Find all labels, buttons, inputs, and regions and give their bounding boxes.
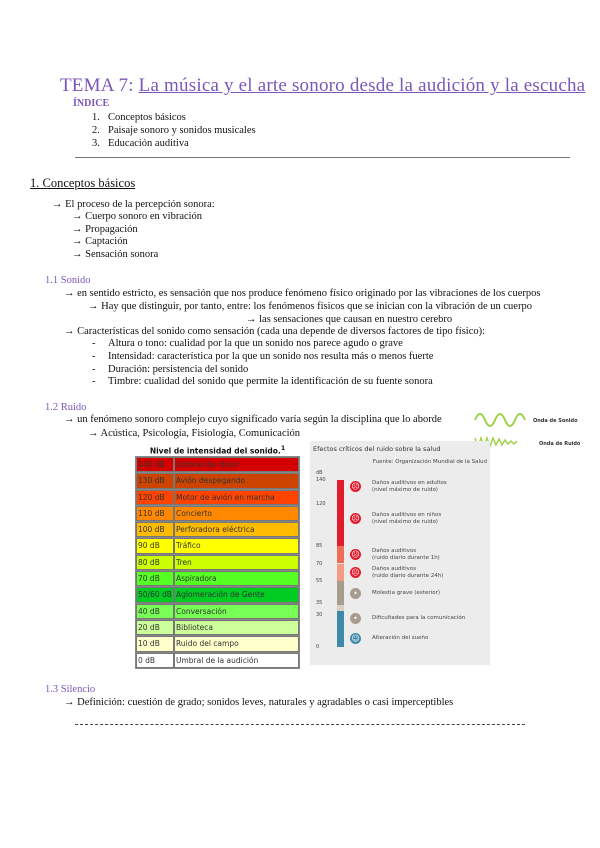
- axis-tick: 55: [316, 578, 323, 585]
- neutral-face-icon: •: [350, 613, 361, 624]
- process-step: → Cuerpo sonoro en vibración: [72, 211, 203, 222]
- title-prefix: TEMA 7:: [60, 75, 134, 96]
- sonido-features: → Características del sonido como sensación (cada una depende de diversos factores de tipo físico):: [64, 326, 486, 337]
- source-cell: Tráfico: [174, 538, 299, 553]
- table-row: [135, 653, 300, 669]
- source-cell: Concierto: [174, 506, 299, 521]
- sonido-def: → en sentido estricto, es sensación que nos produce fenómeno físico originado por las vibraciones de los cuerpos: [64, 288, 541, 299]
- title-main: La música y el arte sonoro desde la audición y la escucha: [138, 75, 586, 96]
- source-cell: Umbral de la audición: [174, 653, 299, 668]
- source-cell: Umbral del dolor: [174, 457, 299, 472]
- section-heading: 1. Conceptos básicos: [30, 176, 136, 190]
- feature-item: Altura o tono: cualidad por la que un sonido nos parece agudo o grave: [108, 338, 403, 349]
- process-step: → Captación: [72, 236, 128, 247]
- subsection-heading: 1.1 Sonido: [45, 275, 91, 286]
- effect-line: Daños auditivos en niños: [372, 512, 442, 518]
- source-cell: Avión despegando: [174, 473, 299, 488]
- source-cell: Aspiradora: [174, 571, 299, 586]
- noise-wave-label: Onda de Ruido: [539, 441, 581, 447]
- process-step: → Propagación: [72, 224, 138, 235]
- neutral-face-icon: •: [350, 588, 361, 599]
- chart-title: Efectos críticos del ruido sobre la salud: [313, 445, 441, 453]
- sound-wave: [475, 414, 525, 426]
- effect-line: Daños auditivos: [372, 548, 417, 554]
- db-cell: 130 dB: [136, 473, 174, 488]
- table-row: [135, 522, 300, 538]
- table-row: [135, 555, 300, 571]
- db-cell: 80 dB: [136, 555, 174, 570]
- db-cell: 100 dB: [136, 522, 174, 537]
- smile-face-icon: ☺: [351, 634, 360, 643]
- sad-face-icon: ☹: [351, 482, 360, 491]
- bullet-dash: -: [92, 364, 96, 375]
- effect-line: Daños auditivos en adultos: [372, 480, 447, 486]
- ruido-def: → un fenómeno sonoro complejo cuyo significado varía según la disciplina que lo aborde: [64, 414, 442, 425]
- level-segment: [337, 611, 344, 647]
- table-caption: [135, 443, 300, 456]
- effect-line: Alteración del sueño: [372, 635, 429, 641]
- axis-tick: 0: [316, 644, 320, 650]
- feature-item: Intensidad: característica por la que un sonido nos resulta más o menos fuerte: [108, 351, 434, 362]
- ruido-disciplines: → Acústica, Psicología, Fisiología, Comunicación: [88, 428, 301, 439]
- db-cell: 0 dB: [136, 653, 174, 668]
- level-segment: [337, 581, 344, 605]
- table-row: [135, 587, 300, 603]
- level-segment: [337, 564, 344, 582]
- db-cell: 10 dB: [136, 636, 174, 651]
- sonido-sensations: → las sensaciones que causan en nuestro cerebro: [246, 314, 453, 325]
- divider: [75, 157, 570, 158]
- axis-tick: 30: [316, 612, 323, 619]
- axis-tick: 85: [316, 542, 323, 549]
- axis-tick: 70: [316, 560, 323, 567]
- effect-label: [372, 635, 428, 642]
- index-num: 3.: [92, 138, 100, 149]
- sad-face-icon: ☹: [351, 550, 360, 559]
- effect-line: (nivel máximo de ruido): [372, 487, 438, 493]
- effect-line: Molestia grave (exterior): [372, 590, 440, 596]
- footnote-mark: 1: [280, 445, 286, 452]
- who-chart: [310, 441, 490, 665]
- source-cell: Biblioteca: [174, 620, 299, 635]
- db-cell: 40 dB: [136, 604, 174, 619]
- index-num: 2.: [92, 125, 100, 136]
- source-cell: Aglomeración de Gente: [174, 587, 299, 602]
- dashed-divider: [75, 724, 525, 725]
- intensity-table: [135, 443, 300, 669]
- axis-tick: 120: [316, 500, 326, 507]
- bullet-dash: -: [92, 351, 96, 362]
- document-title: [60, 74, 585, 98]
- table-row: [135, 506, 300, 522]
- bullet-dash: -: [92, 376, 96, 387]
- silencio-def: → Definición: cuestión de grado; sonidos leves, naturales y agradables o casi imperceptibles: [64, 697, 454, 708]
- caption-text: Nivel de intensidad del sonido.: [149, 446, 281, 456]
- table-row: [135, 604, 300, 620]
- table-row: [135, 538, 300, 554]
- db-cell: 20 dB: [136, 620, 174, 635]
- source-cell: Ruido del campo: [174, 636, 299, 651]
- subsection-heading: 1.3 Silencio: [45, 684, 96, 695]
- table-row: [135, 571, 300, 587]
- index-item: Conceptos básicos: [108, 112, 186, 123]
- sad-face-icon: ☹: [351, 568, 360, 577]
- effect-label: [372, 548, 440, 562]
- source-cell: Perforadora eléctrica: [174, 522, 299, 537]
- process-text: → El proceso de la percepción sonora:: [52, 199, 215, 210]
- db-cell: 70 dB: [136, 571, 174, 586]
- effect-label: [372, 615, 465, 622]
- source-cell: Tren: [174, 555, 299, 570]
- effect-line: Daños auditivos: [372, 566, 417, 572]
- level-segment: [337, 480, 344, 546]
- table-row: [135, 636, 300, 652]
- db-cell: 140 dB: [136, 457, 174, 472]
- bullet-dash: -: [92, 338, 96, 349]
- sonido-distinguish: → Hay que distinguir, por tanto, entre: los fenómenos físicos que se inician con la vibración de un cuerpo: [88, 301, 532, 312]
- table-row: [135, 457, 300, 473]
- effect-label: [372, 512, 441, 526]
- effect-line: (ruido diario durante 24h): [372, 573, 444, 579]
- source-cell: Motor de avión en marcha: [174, 490, 299, 505]
- db-cell: 110 dB: [136, 506, 174, 521]
- feature-item: Duración: persistencia del sonido: [108, 364, 249, 375]
- effect-label: [372, 480, 447, 494]
- axis-tick: 35: [316, 600, 323, 607]
- chart-source: Fuente: Organización Mundial de la Salud: [372, 459, 487, 465]
- effect-line: (ruido diario durante 1h): [372, 555, 440, 561]
- table-row: [135, 620, 300, 636]
- table-row: [135, 473, 300, 489]
- db-cell: 90 dB: [136, 538, 174, 553]
- feature-item: Timbre: cualidad del sonido que permite la identificación de su fuente sonora: [108, 376, 433, 387]
- index-item: Educación auditiva: [108, 138, 189, 149]
- db-cell: 50/60 dB: [136, 587, 174, 602]
- db-cell: 120 dB: [136, 490, 174, 505]
- index-heading: ÍNDICE: [73, 98, 110, 109]
- index-num: 1.: [92, 112, 100, 123]
- unit-label: dB: [316, 470, 323, 476]
- level-segment: [337, 546, 344, 564]
- process-step: → Sensación sonora: [72, 249, 159, 260]
- table-row: [135, 490, 300, 506]
- effect-label: [372, 566, 443, 580]
- sound-wave-label: Onda de Sonido: [533, 418, 578, 424]
- subsection-heading: 1.2 Ruido: [45, 402, 87, 413]
- index-item: Paisaje sonoro y sonidos musicales: [108, 125, 256, 136]
- source-cell: Conversación: [174, 604, 299, 619]
- effect-label: [372, 590, 440, 597]
- axis-tick: 140: [316, 477, 326, 483]
- effect-line: Dificultades para la comunicación: [372, 615, 466, 621]
- effect-line: (nivel máximo de ruido): [372, 519, 438, 525]
- sad-face-icon: ☹: [351, 514, 360, 523]
